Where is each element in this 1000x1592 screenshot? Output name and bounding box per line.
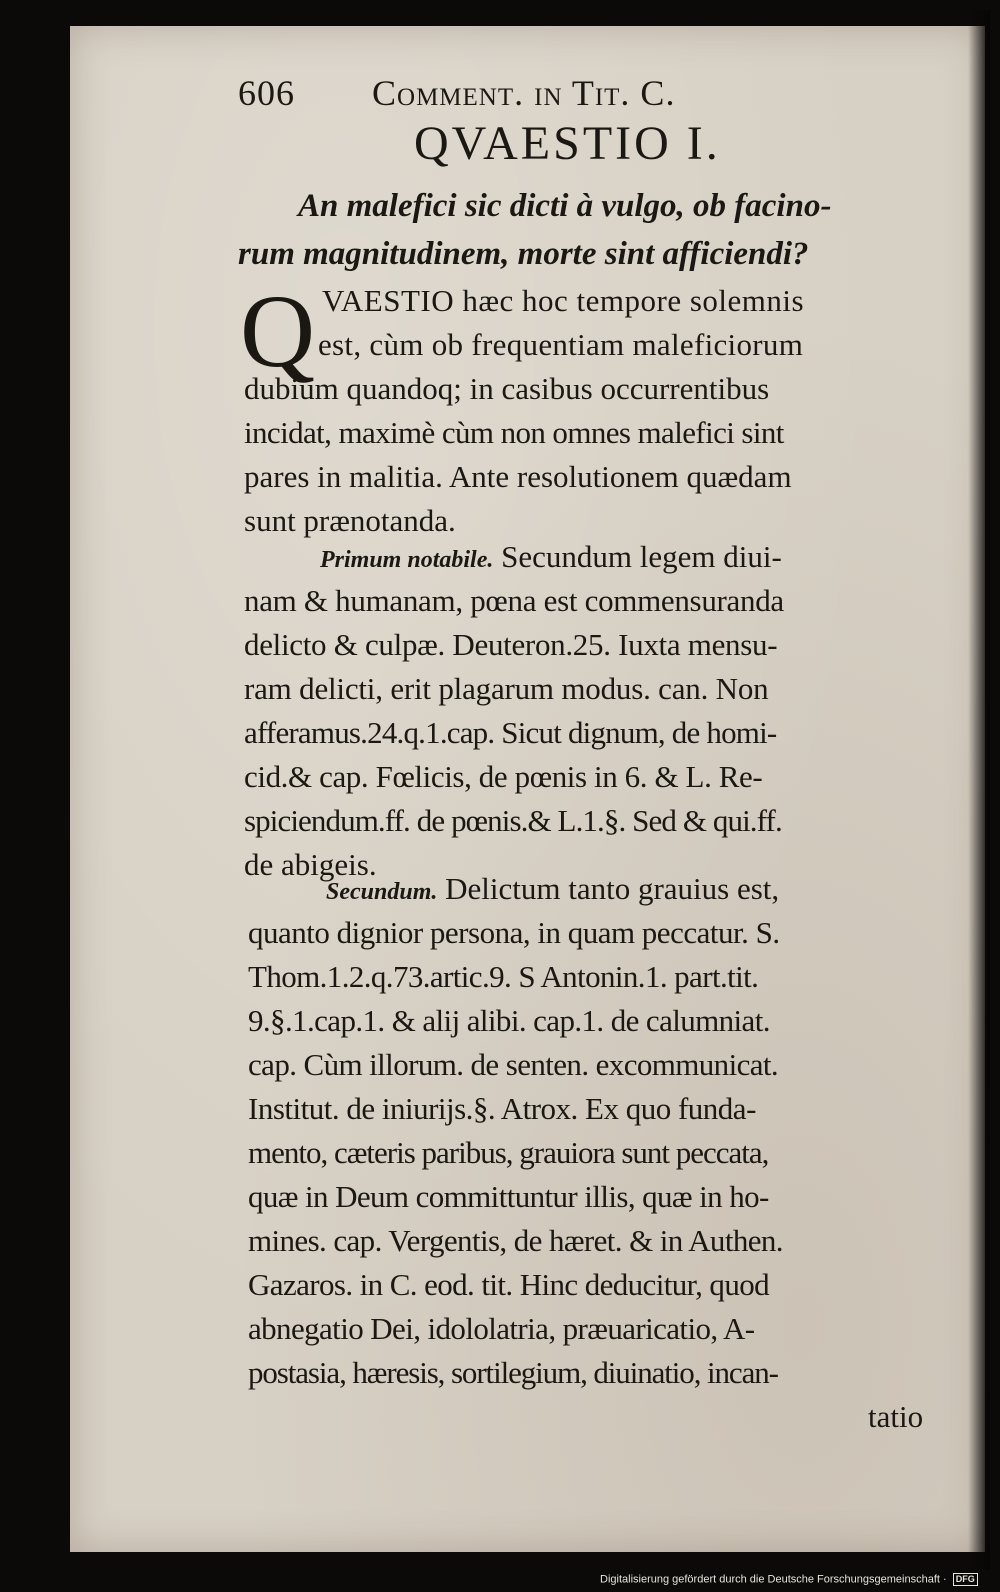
running-head [238, 72, 798, 116]
body-line: incidat, maximè cùm non omnes malefici sint [244, 415, 784, 450]
question-line-1: An malefici sic dicti à vulgo, ob facino- [298, 188, 832, 224]
quaestio-heading: QVAESTIO I. [414, 117, 721, 170]
body-line: delicto & culpæ. Deuteron.25. Iuxta mensu- [244, 627, 778, 662]
body-line: afferamus.24.q.1.cap. Sicut dignum, de homi- [244, 715, 777, 750]
body-line: Institut. de iniurijs.§. Atrox. Ex quo funda- [248, 1091, 756, 1126]
primum-notabile-label: Primum notabile. [320, 547, 494, 573]
question-title [238, 182, 938, 278]
body-line: spiciendum.ff. de pœnis.& L.1.§. Sed & qui.ff. [244, 803, 782, 838]
body-line: dubium quandoq; in casibus occurrentibus [244, 371, 770, 406]
body-line: quæ in Deum committuntur illis, quæ in ho- [248, 1179, 769, 1214]
body-line: 9.§.1.cap.1. & alij alibi. cap.1. de calumniat. [248, 1003, 770, 1038]
body-line: Gazaros. in C. eod. tit. Hinc deducitur, quod [248, 1267, 770, 1302]
secundum-label: Secundum. [326, 879, 438, 905]
dfg-logo-badge: DFG [953, 1573, 978, 1586]
running-head-title: Comment. in Tit. C. [372, 73, 676, 113]
question-line-2: rum magnitudinem, morte sint afficiendi? [238, 236, 809, 272]
body-line: quanto dignior persona, in quam peccatur. S. [248, 915, 780, 950]
body-line: est, cùm ob frequentiam maleficiorum [318, 327, 804, 362]
body-line: Delictum tanto grauius est, [445, 871, 780, 906]
drop-cap: Q [240, 274, 316, 389]
body-line: Thom.1.2.q.73.artic.9. S Antonin.1. part.tit. [248, 959, 759, 994]
body-line: nam & humanam, pœna est commensuranda [244, 583, 784, 618]
catchword: tatio [868, 1399, 924, 1434]
body-line: mento, cæteris paribus, grauiora sunt peccata, [248, 1135, 769, 1170]
body-line: abnegatio Dei, idololatria, præuaricatio, A- [248, 1311, 755, 1346]
paragraph-primum [320, 538, 782, 579]
page-number: 606 [238, 73, 295, 113]
credit-text: Digitalisierung gefördert durch die Deutsche Forschungsgemeinschaft · [600, 1573, 947, 1586]
body-line: VAESTIO hæc hoc tempore solemnis [322, 283, 805, 318]
body-line: Secundum legem diui- [501, 539, 782, 574]
paragraph-secundum [326, 870, 779, 911]
body-line: pares in malitia. Ante resolutionem quædam [244, 459, 792, 494]
body-line: cid.& cap. Fœlicis, de pœnis in 6. & L. Re- [244, 759, 763, 794]
body-line: mines. cap. Vergentis, de hæret. & in Authen. [248, 1223, 783, 1258]
page-edge-shadow [968, 10, 990, 1570]
body-line: de abigeis. [244, 847, 377, 882]
body-line: sunt prænotanda. [244, 503, 456, 538]
body-line: postasia, hæresis, sortilegium, diuinatio, incan- [248, 1355, 778, 1390]
digitization-credit [600, 1573, 978, 1586]
body-line: ram delicti, erit plagarum modus. can. Non [244, 671, 769, 706]
body-line: cap. Cùm illorum. de senten. excommunicat. [248, 1047, 779, 1082]
